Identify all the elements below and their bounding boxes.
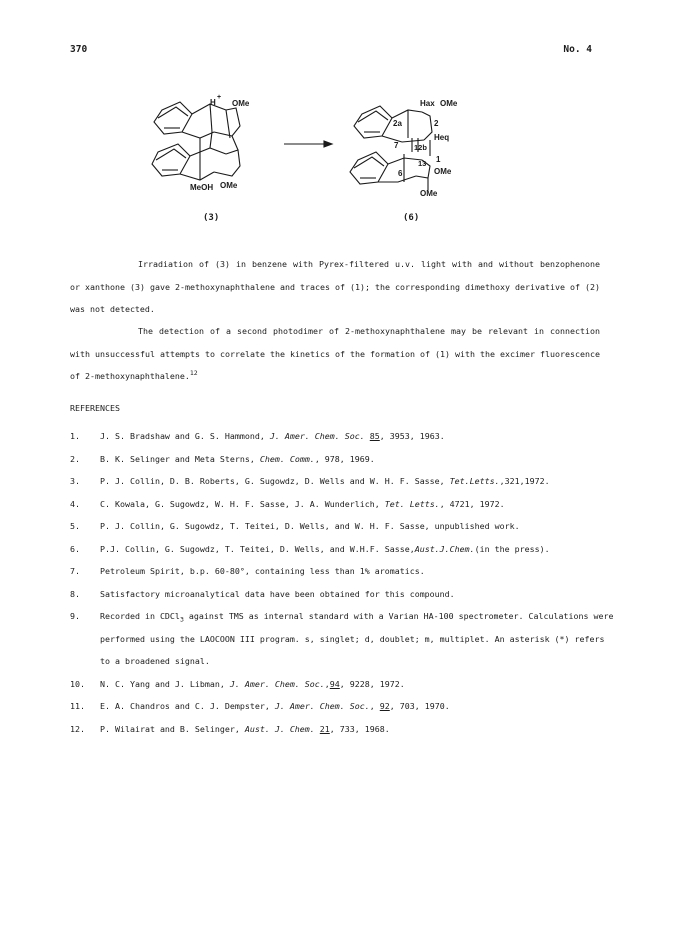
- label-heq: Heq: [434, 133, 450, 142]
- reference-text: against TMS as internal standard with a Varian HA-100 spectrometer. Calculations were performed using the LAOCOON III program. s, singlet; d, doublet; m, multiplet. An asterisk (*) refers to a broadened signal.: [100, 611, 614, 666]
- reference-text: Satisfactory microanalytical data have been obtained for this compound.: [100, 588, 455, 599]
- reaction-arrow: [284, 141, 332, 147]
- reference-number: 7.: [70, 566, 80, 576]
- reference-text: , 703, 1970.: [389, 701, 450, 711]
- reference-number: 12.: [70, 723, 85, 734]
- reference-text: , 3953, 1963.: [379, 431, 445, 441]
- reference-number: 5.: [70, 521, 80, 531]
- structure-3: [152, 102, 240, 180]
- subscript: 3: [179, 615, 184, 624]
- reference-text: , 4721, 1972.: [439, 498, 505, 509]
- reference-number: 1.: [70, 431, 80, 441]
- label-h: H: [210, 98, 216, 107]
- label-1: 1: [436, 155, 441, 164]
- reference-text: Petroleum Spirit, b.p. 60-80°, containing less than 1% aromatics.: [100, 566, 425, 576]
- reference-text: , 733, 1968.: [329, 723, 390, 734]
- references-heading: REFERENCES: [70, 403, 120, 413]
- reference-text: P. J. Collin, G. Sugowdz, T. Teitei, D. Wells, and W. H. F. Sasse, unpublished work.: [100, 521, 520, 531]
- label-7: 7: [394, 141, 399, 150]
- reference-item: [70, 470, 615, 493]
- label-meoh: MeOH: [190, 183, 214, 192]
- reference-number: 3.: [70, 476, 80, 486]
- paragraph-text: The detection of a second photodimer of 2-methoxynaphthalene may be relevant in connection with unsuccessful attempts to correlate the kinetics of the formation of (1) with the excimer fluorescence of 2-methoxynaphthalene.: [70, 326, 600, 381]
- volume-number: 85: [369, 431, 380, 441]
- issue-number: No. 4: [563, 44, 592, 55]
- label-2: 2: [434, 119, 439, 128]
- reference-number: 8.: [70, 588, 80, 599]
- reference-item: [70, 605, 615, 673]
- reference-number: 2.: [70, 453, 80, 464]
- reference-text: (in the press).: [474, 543, 550, 554]
- journal-title: Tet.Letts.: [449, 476, 500, 486]
- journal-title: J. Amer. Chem. Soc.: [274, 701, 370, 711]
- journal-title: Chem. Comm.: [259, 453, 315, 464]
- label-13: 13: [418, 159, 427, 168]
- label-ome-bottom-6: OMe: [420, 189, 438, 198]
- reference-text: J. S. Bradshaw and G. S. Hammond,: [100, 431, 270, 441]
- reference-text: , 9228, 1972.: [339, 678, 405, 689]
- label-2a: 2a: [393, 119, 402, 128]
- reference-text: P.J. Collin, G. Sugowdz, T. Teitei, D. Wells, and W.H.F. Sasse,: [100, 543, 415, 554]
- reference-number: 11.: [70, 701, 85, 711]
- compound-label-3: (3): [203, 213, 220, 223]
- reference-number: 6.: [70, 543, 80, 554]
- journal-title: Tet. Letts.: [384, 498, 440, 509]
- journal-title: J. Amer. Chem. Soc.: [229, 678, 325, 689]
- paragraph-irradiation: [70, 253, 600, 321]
- reference-text: E. A. Chandros and C. J. Dempster,: [100, 701, 275, 711]
- reference-number: 10.: [70, 678, 85, 689]
- page-number: 370: [70, 44, 88, 55]
- label-hax: Hax: [420, 99, 435, 108]
- label-6: 6: [398, 169, 403, 178]
- reference-number: 4.: [70, 498, 80, 509]
- reference-text: ,: [369, 701, 380, 711]
- reference-item: [70, 583, 615, 606]
- paragraph-text: Irradiation of (3) in benzene with Pyrex-filtered u.v. light with and without benzophenone or xanthone (3) gave 2-methoxynaphthalene and traces of (1); the corresponding dimethoxy derivative of (2) was not detected.: [70, 259, 600, 314]
- reference-text: N. C. Yang and J. Libman,: [100, 678, 230, 689]
- reference-text: , 978, 1969.: [314, 453, 375, 464]
- label-plus: +: [217, 94, 222, 101]
- citation-superscript: 12: [189, 369, 198, 378]
- label-ome-bottom: OMe: [220, 181, 238, 190]
- label-ome-mid: OMe: [434, 167, 452, 176]
- reference-item: [70, 718, 615, 741]
- reference-item: [70, 695, 615, 718]
- volume-number: 94: [329, 678, 340, 689]
- volume-number: 21: [319, 723, 330, 734]
- reference-item: [70, 493, 615, 516]
- label-ome-top-6: OMe: [440, 99, 458, 108]
- reaction-scheme: [140, 92, 480, 232]
- reference-item: [70, 560, 615, 583]
- label-ome-top: OMe: [232, 99, 250, 108]
- reference-text: ,321,1972.: [499, 476, 550, 486]
- reference-item: [70, 425, 615, 448]
- journal-title: J. Amer. Chem. Soc.: [269, 431, 365, 441]
- journal-title: Aust. J. Chem.: [244, 723, 315, 734]
- reference-text: Recorded in CDCl: [100, 611, 180, 621]
- reference-item: [70, 673, 615, 696]
- volume-number: 92: [379, 701, 390, 711]
- reference-text: ,: [324, 678, 330, 689]
- reference-item: [70, 448, 615, 471]
- reference-text: P. J. Collin, D. B. Roberts, G. Sugowdz, D. Wells and W. H. F. Sasse,: [100, 476, 450, 486]
- compound-label-6: (6): [403, 213, 420, 223]
- paragraph-photodimer: [70, 320, 600, 388]
- reference-item: [70, 515, 615, 538]
- reference-text: B. K. Selinger and Meta Sterns,: [100, 453, 260, 464]
- reference-item: [70, 538, 615, 561]
- reference-list: [70, 425, 615, 740]
- reference-text: C. Kowala, G. Sugowdz, W. H. F. Sasse, J. A. Wunderlich,: [100, 498, 385, 509]
- label-12b: 12b: [414, 143, 427, 152]
- reference-number: 9.: [70, 611, 80, 621]
- reference-text: P. Wilairat and B. Selinger,: [100, 723, 245, 734]
- journal-title: Aust.J.Chem.: [414, 543, 475, 554]
